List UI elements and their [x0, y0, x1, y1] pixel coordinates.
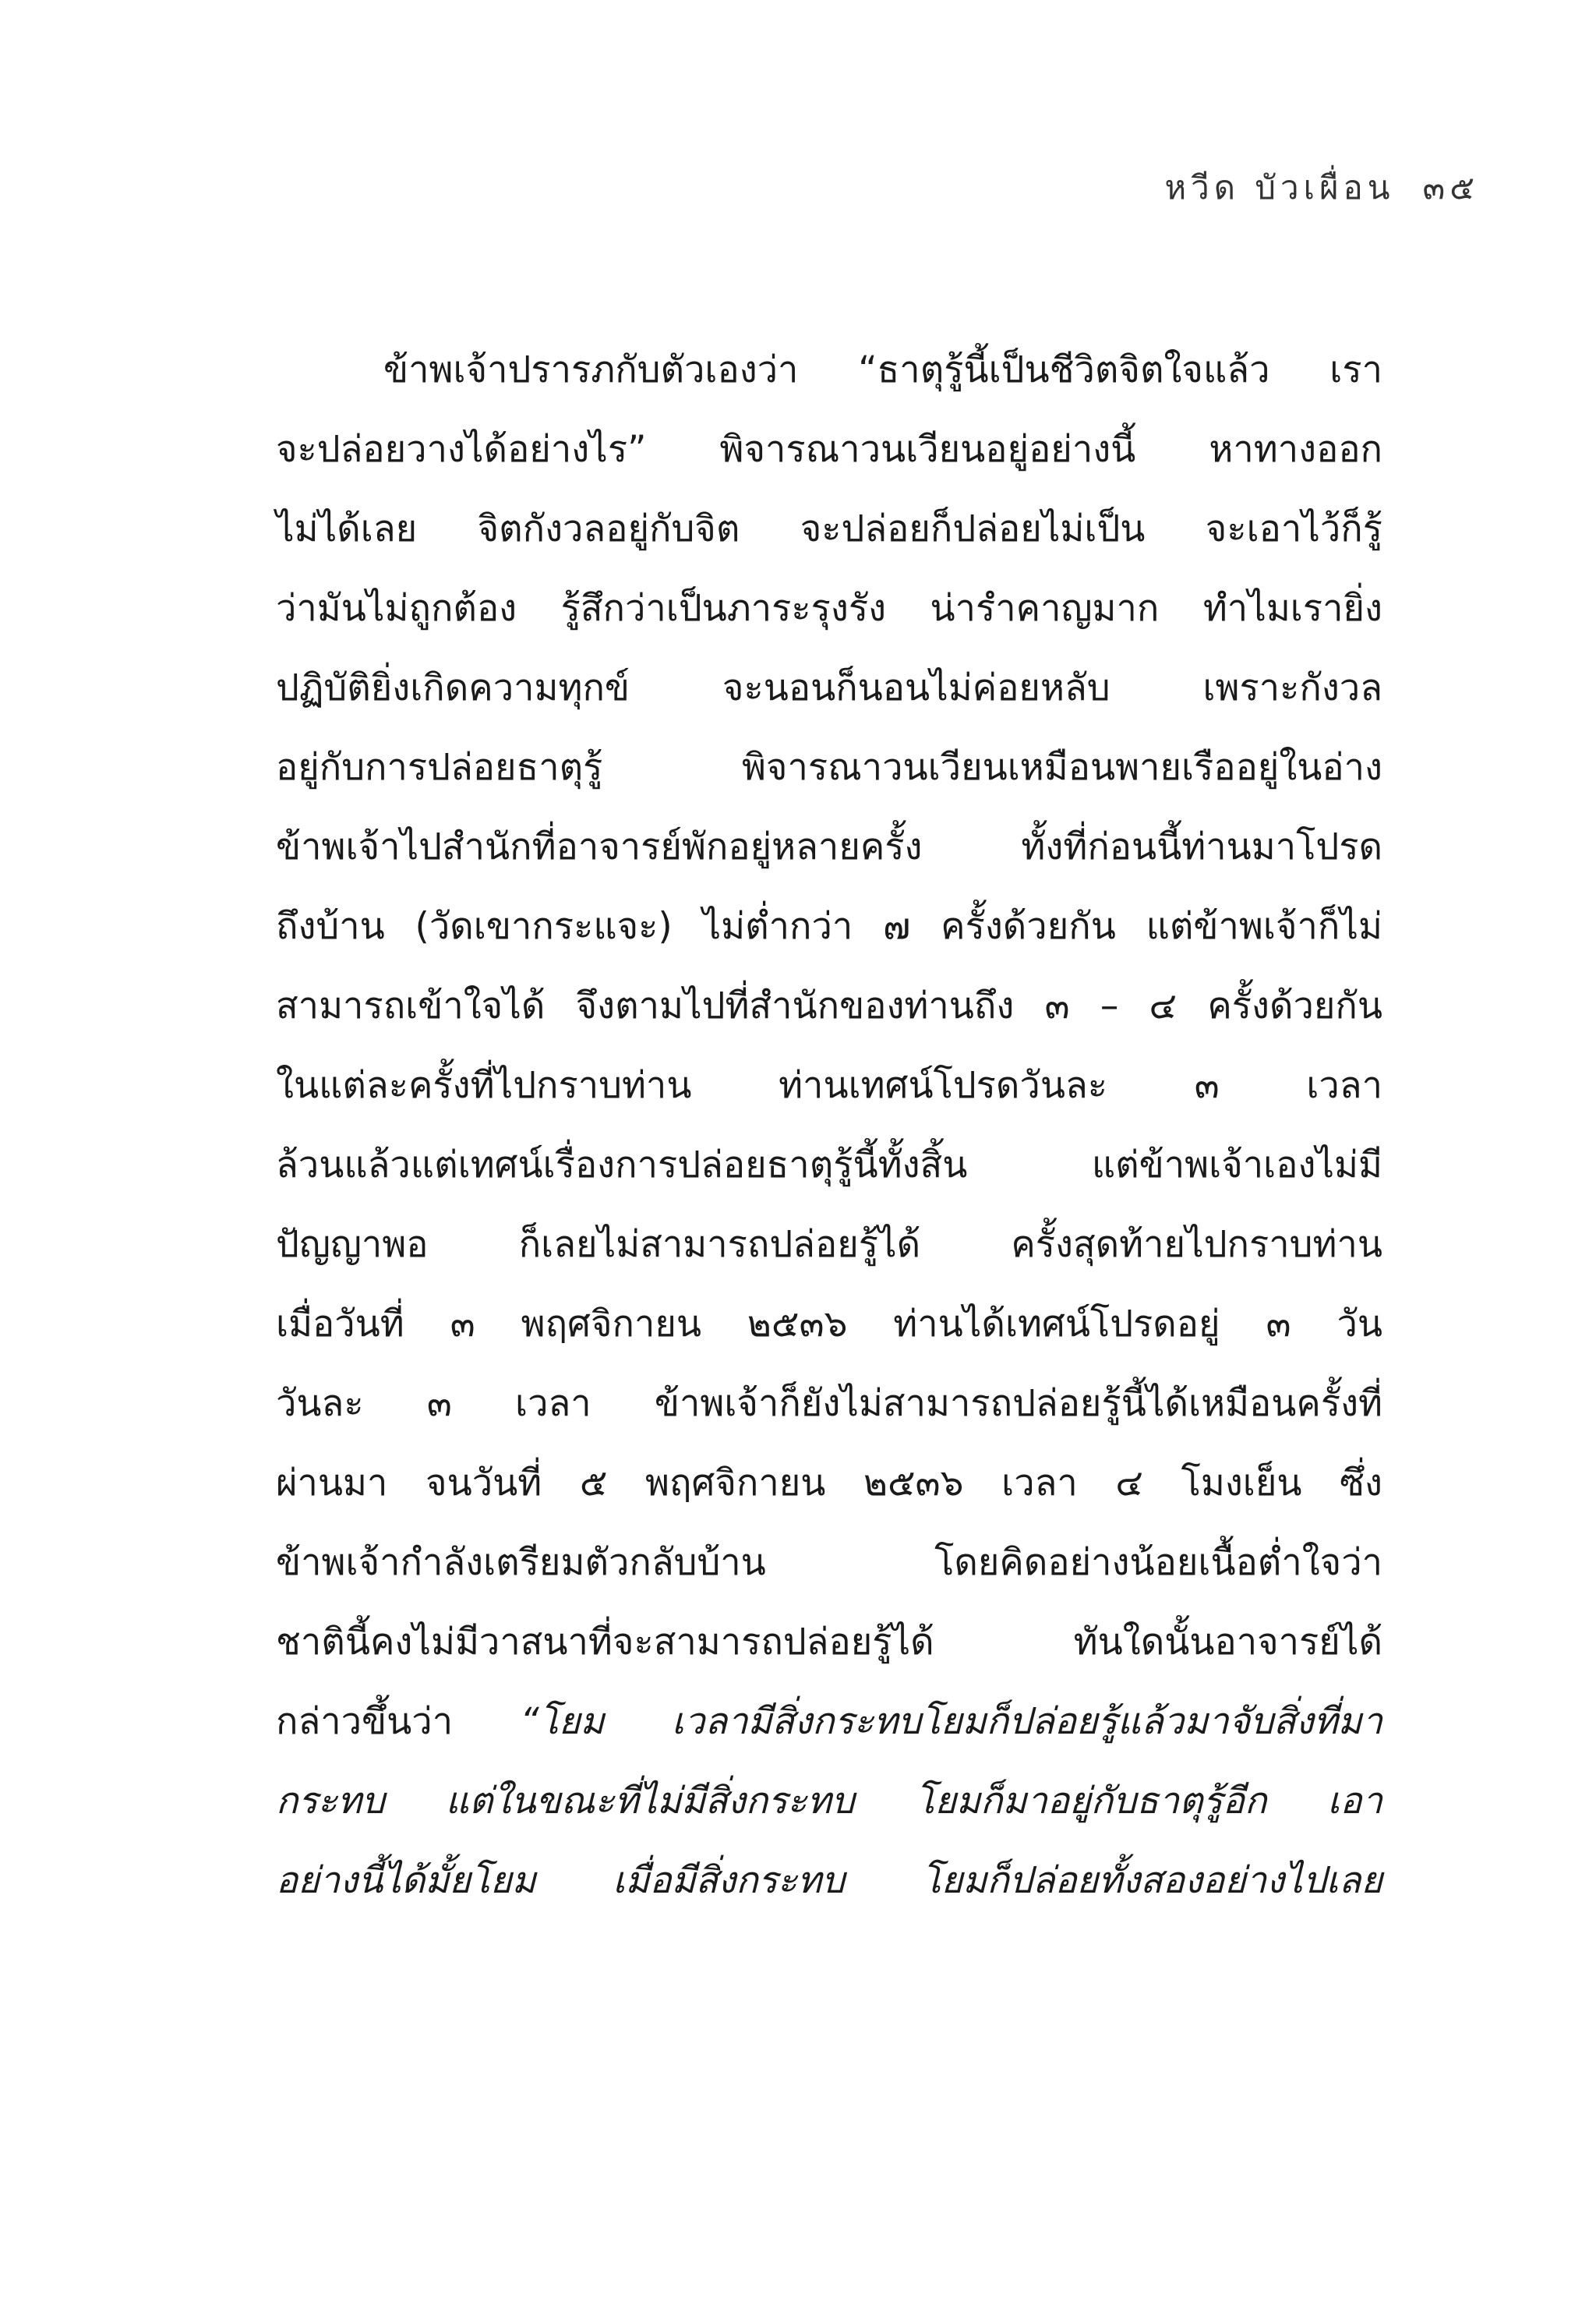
text-line: ในแต่ละครั้งที่ไปกราบท่าน ท่านเทศน์โปรดวันละ ๓ เวลา [276, 1064, 1382, 1107]
quote-line: กระทบ แต่ในขณะที่ไม่มีสิ่งกระทบ โยมก็มาอยู่กับธาตุรู้อีก เอา [276, 1780, 1382, 1822]
quote-start: “โยม เวลามีสิ่งกระทบโยมก็ปล่อยรู้แล้วมาจับสิ่งที่มา [520, 1700, 1382, 1743]
text-line: ล้วนแล้วแต่เทศน์เรื่องการปล่อยธาตุรู้นี้ทั้งสิ้น แต่ข้าพเจ้าเองไม่มี [276, 1144, 1382, 1186]
text-line: ชาตินี้คงไม่มีวาสนาที่จะสามารถปล่อยรู้ได้ ทันใดนั้นอาจารย์ได้ [276, 1621, 1382, 1663]
text-line: เมื่อวันที่ ๓ พฤศจิกายน ๒๕๓๖ ท่านได้เทศน์โปรดอยู่ ๓ วัน [276, 1303, 1382, 1345]
text-line: ข้าพเจ้าไปสำนักที่อาจารย์พักอยู่หลายครั้ง ทั้งที่ก่อนนี้ท่านมาโปรด [276, 825, 1382, 868]
running-header [1164, 162, 1479, 214]
text-line: ถึงบ้าน (วัดเขากระแจะ) ไม่ต่ำกว่า ๗ ครั้งด้วยกัน แต่ข้าพเจ้าก็ไม่ [276, 905, 1382, 948]
body-text [276, 331, 1382, 1921]
text-line: ปัญญาพอ ก็เลยไม่สามารถปล่อยรู้ได้ ครั้งสุดท้ายไปกราบท่าน [276, 1223, 1382, 1266]
quote-line: อย่างนี้ได้มั้ยโยม เมื่อมีสิ่งกระทบ โยมก็ปล่อยทั้งสองอย่างไปเลย [276, 1859, 1382, 1902]
text-line: ข้าพเจ้ากำลังเตรียมตัวกลับบ้าน โดยคิดอย่างน้อยเนื้อต่ำใจว่า [276, 1541, 1382, 1584]
text-line-mixed [276, 1682, 1382, 1762]
text-line: ปฏิบัติยิ่งเกิดความทุกข์ จะนอนก็นอนไม่ค่อยหลับ เพราะกังวล [276, 666, 1382, 709]
text-line: ผ่านมา จนวันที่ ๕ พฤศจิกายน ๒๕๓๖ เวลา ๔ โมงเย็น ซึ่ง [276, 1462, 1382, 1504]
page-number: ๓๕ [1422, 168, 1479, 207]
line-prefix: กล่าวขึ้นว่า [276, 1700, 521, 1743]
text-line: ข้าพเจ้าปรารภกับตัวเองว่า “ธาตุรู้นี้เป็นชีวิตจิตใจแล้ว เรา [383, 348, 1382, 391]
header-author: หวีด บัวเผื่อน [1164, 168, 1395, 207]
text-line: ว่ามันไม่ถูกต้อง รู้สึกว่าเป็นภาระรุงรัง น่ารำคาญมาก ทำไมเรายิ่ง [276, 587, 1382, 630]
text-line: สามารถเข้าใจได้ จึงตามไปที่สำนักของท่านถึง ๓ – ๔ ครั้งด้วยกัน [276, 985, 1382, 1027]
text-line: อยู่กับการปล่อยธาตุรู้ พิจารณาวนเวียนเหมือนพายเรืออยู่ในอ่าง [276, 746, 1382, 789]
text-line: วันละ ๓ เวลา ข้าพเจ้าก็ยังไม่สามารถปล่อยรู้นี้ได้เหมือนครั้งที่ [276, 1382, 1382, 1425]
text-line: จะปล่อยวางได้อย่างไร” พิจารณาวนเวียนอยู่อย่างนี้ หาทางออก [276, 428, 1382, 471]
text-line: ไม่ได้เลย จิตกังวลอยู่กับจิต จะปล่อยก็ปล่อยไม่เป็น จะเอาไว้ก็รู้ [276, 507, 1382, 550]
